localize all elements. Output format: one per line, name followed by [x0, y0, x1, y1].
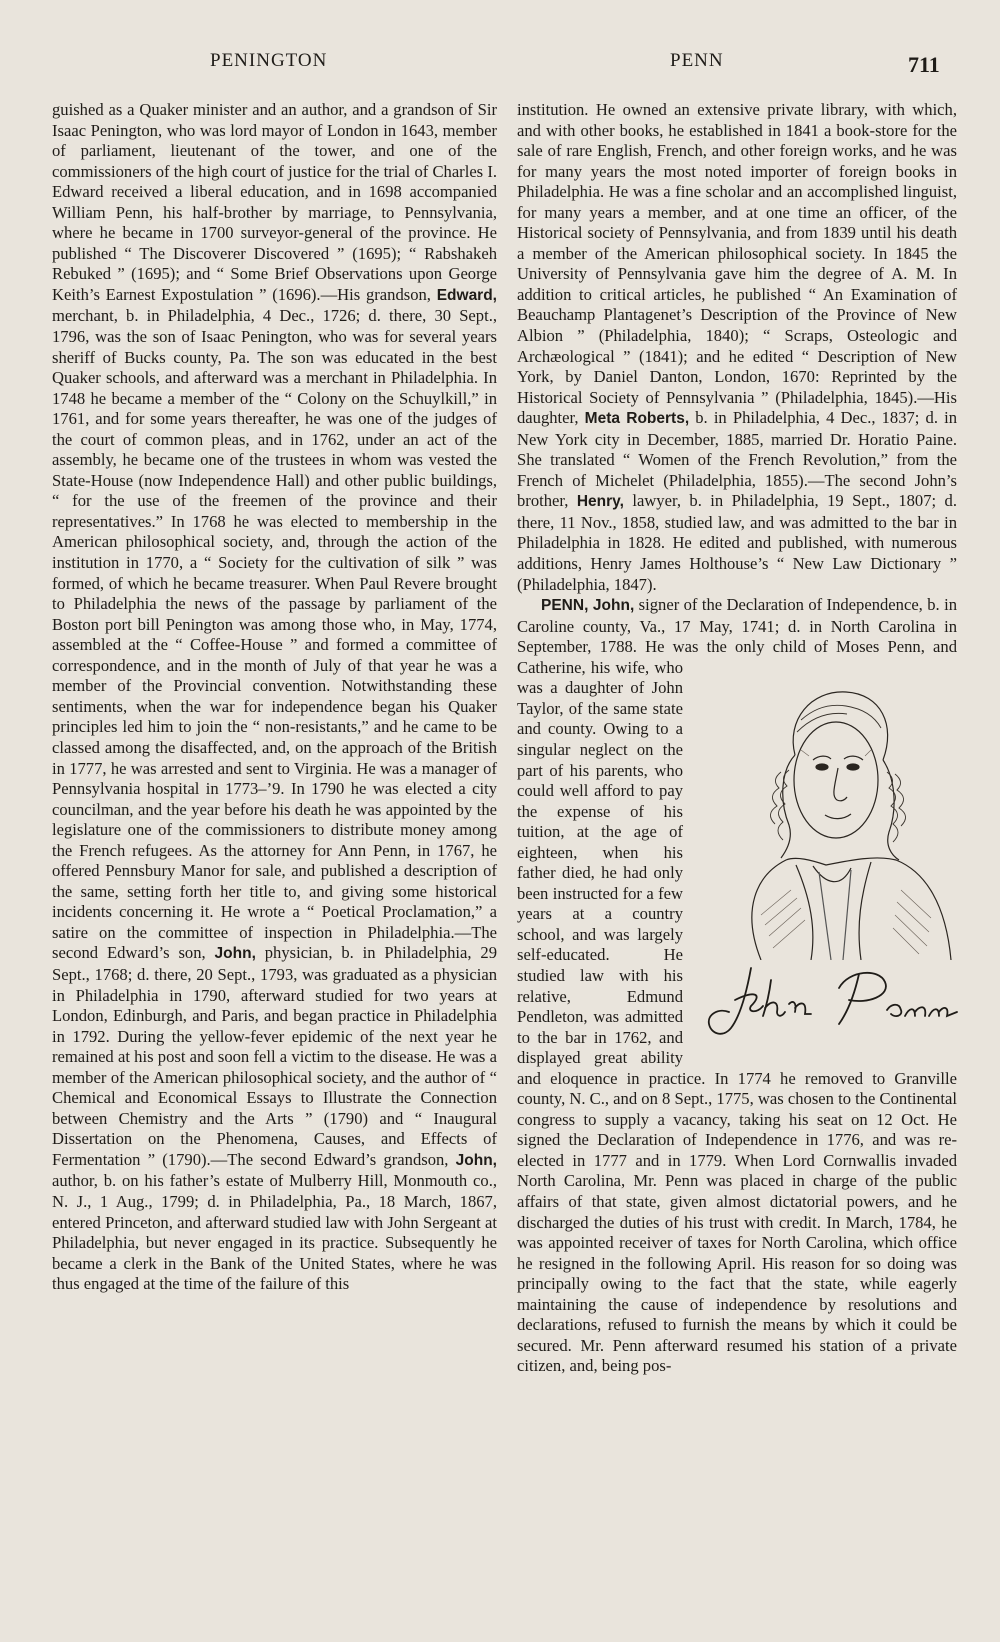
- text-run: author, b. on his father’s estate of Mulberry Hill, Monmouth co., N. J., 1 Aug., 1799; d. in Philadelphia, Pa., 18 March, 1867, entered Princeton, and afterward studied law with John Sergeant at Philadelphia, but never engaged in its practice. Subsequently he became a clerk in the Bank of the United States, where he was thus engaged at the time of the failure of this: [52, 1171, 497, 1294]
- header-left-word: PENINGTON: [210, 50, 328, 71]
- running-header: [0, 50, 1000, 80]
- john-penn-signature: [689, 960, 961, 1045]
- entry-name-henry: Henry,: [576, 493, 624, 511]
- entry-head-penn-john: PENN, John,: [541, 597, 635, 615]
- text-run: merchant, b. in Philadelphia, 4 Dec., 1726; d. there, 30 Sept., 1796, was the son of Isaac Penington, who was for several years sheriff of Bucks county, Pa. The son was educated in the best Quaker schools, and afterward was a merchant in Philadelphia. In 1748 he became a member of the “ Colony on the Schuylkill,” in 1761, and for some years thereafter, he was one of the judges of the court of common pleas, and in 1762, under an act of the assembly, he became one of the trustees in whom was vested the State-House (now Independence Hall) and other public buildings, “ for the use of the freemen of the province and their representatives.” In 1768 he was elected to membership in the American philosophical society, and, through the action of the institution in 1770, a “ Society for the cultivation of silk ” was formed, of which he became treasurer. When Paul Revere brought to Philadelphia the news of the passage by parliament of the Boston port bill Penington was among those who, in May, 1774, assembled at the “ Coffee-House ” and formed a committee of correspondence, and in the month of July of that year he was a member of the Provincial convention. Notwithstanding these sentiments, when the war for independence began his Quaker principles led him to join the “ non-resistants,” and he came to be classed among the disaffected, and, on the approach of the British in 1777, he was arrested and sent to Virginia. He was a manager of Pennsylvania hospital in 1773–’9. In 1790 he was elected a city councilman, and the year before his death he was appointed by the legislature one of the commissioners to distribute money among the French refugees. As the attorney for Ann Penn, in 1767, he offered Pennsbury Manor for sale, and published a description of the same, setting forth her title to, and giving some historical incidents concerning it. He wrote a “ Poetical Proclamation,” a satire on the committee of inspection in Philadelphia.—The second Edward’s son,: [52, 306, 497, 963]
- page-number: 711: [908, 52, 940, 77]
- text-run: b. in Philadelphia, 4 Dec., 1837; d. in New York city in December, 1885, married Dr. Horatio Paine. She translated “ Women of the French Revolution,” from the French of Michelet (Philadelphia, 1855).—The second John’s brother,: [517, 408, 958, 511]
- entry-name-john-author: John,: [455, 1151, 497, 1169]
- entry-name-john-physician: John,: [214, 945, 256, 963]
- entry-name-meta-roberts: Meta Roberts,: [584, 410, 690, 428]
- portrait-figure: [689, 660, 961, 1052]
- text-run: physician, b. in Philadelphia, 29 Sept., 1768; d. there, 20 Sept., 1793, was graduated as a physician in Philadelphia in 1790, afterward studied for two years at London, Edinburgh, and Paris, and began practice in Philadelphia in 1792. During the yellow-fever epidemic of the next year he remained at his post and soon fell a victim to the disease. He was a member of the American philosophical society, and the author of “ Chemical and Economical Essays to Illustrate the Connection between Chemistry and the Arts ” (1790) and “ Inaugural Dissertation on the Phenomena, Causes, and Effects of Fermentation ” (1790).—The second Edward’s grandson,: [52, 943, 497, 1169]
- john-penn-portrait-engraving: [701, 660, 959, 960]
- text-run: lawyer, b. in Philadelphia, 19 Sept., 1807; d. there, 11 Nov., 1858, studied law, and was admitted to the bar in Philadelphia in 1828. He edited and published, with numerous additions, Henry James Holthouse’s “ New Law Dictionary ” (Philadelphia, 1847).: [517, 491, 957, 594]
- header-center-word: PENN: [670, 50, 724, 71]
- text-run: signer of the Declaration of Independence, b. in Caroline county, Va., 17 May, 1741; d. in North Carolina in September, 1788. He was the only child of Moses Penn, and Catherine, his wife,: [517, 595, 957, 677]
- text-run: guished as a Quaker minister and an author, and a grandson of Sir Isaac Penington, who was lord mayor of London in 1643, member of parliament, lieutenant of the tower, and one of the commissioners of the high court of justice for the trial of Charles I. Edward received a liberal education, and in 1698 accompanied William Penn, his half-brother by marriage, to Pennsylvania, where he became in 1700 surveyor-general of the province. He published “ The Discoverer Discovered ” (1695); “ Rabshakeh Rebuked ” (1695); and “ Some Brief Observations upon George Keith’s Earnest Expostulation ” (1696).—His grandson,: [52, 100, 497, 304]
- entry-name-edward: Edward,: [436, 286, 497, 304]
- left-column-paragraph: [52, 100, 497, 1295]
- right-column-continuation: [517, 100, 957, 595]
- text-run: institution. He owned an extensive private library, with which, and with other books, he established in 1841 a book-store for the sale of rare English, French, and other foreign works, and he was for many years the most noted importer of foreign books in Philadelphia. He was a fine scholar and an accomplished linguist, for many years a member, and at one time an officer, of the Historical society of Pennsylvania, and from 1839 until his death a member of the American philosophical society. In 1845 the University of Pennsylvania gave him the degree of A. M. In addition to critical articles, he published “ An Examination of Beauchamp Plantagenet’s Description of the Province of New Albion ” (Philadelphia, 1840); “ Scraps, Osteologic and Archæological ” (1841); and he edited “ Description of New York, by Daniel Danton, London, 1670: Reprinted by the Historical Society of Pennsylvania ” (Philadelphia, 1845).—His daughter,: [517, 100, 957, 428]
- text-run: who was a daughter of John Taylor, of the same state and county. Owing to a singular neglect on the part of his parents, who could well afford to pay the expense of his tuition, at the age of eighteen, when his father died, he had only been instructed for a few years at a country school, and was largely self-educated. He studied law with his relative, Edmund Pendleton, was admitted to the bar in 1762, and displayed great ability and eloquence in practice. In 1774 he removed to Granville county, N. C., and on 8 Sept., 1775, was chosen to the Continental congress to supply a vacancy, taking his seat on 12 Oct. He signed the Declaration of Independence in 1776, and was re-elected in 1777 and in 1779. When Lord Cornwallis invaded North Carolina, Mr. Penn was placed in charge of the public affairs of that state, given almost dictatorial powers, and he discharged the duties of his trust with credit. In March, 1784, he was appointed receiver of taxes for North Carolina, which office he resigned in the following April. His reason for so doing was principally owing to the fact that the state, while eagerly maintaining the cause of independence by resolutions and declarations, refused to furnish the means by which it could be secured. Mr. Penn afterward resumed his station of a private citizen, and, being pos-: [517, 657, 957, 1376]
- right-column: [517, 100, 957, 1377]
- penn-john-entry: [517, 595, 957, 1377]
- left-column: [52, 100, 497, 1295]
